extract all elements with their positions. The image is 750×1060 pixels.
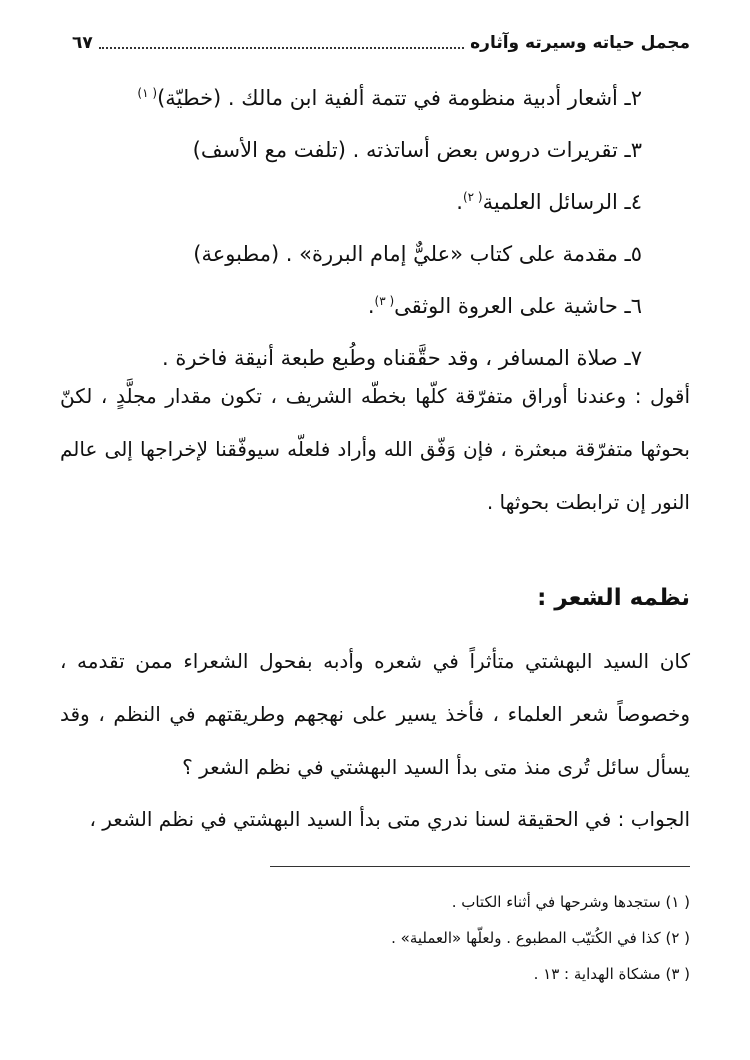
item-text: ـ مقدمة على كتاب «عليٌّ إمام البررة» . (مطبوعة) — [193, 242, 631, 266]
item-text: ـ تقريرات دروس بعض أساتذته . (تلفت مع الأسف) — [192, 138, 631, 162]
list-item — [60, 124, 642, 176]
leader-dots — [99, 37, 464, 49]
footnote: ( ٣) مشكاة الهداية : ١٣ . — [533, 965, 690, 983]
list-item — [60, 280, 642, 332]
item-number: ٤ — [630, 190, 642, 214]
item-number: ٦ — [630, 294, 642, 318]
item-number: ٧ — [630, 346, 642, 370]
list-item — [60, 228, 642, 280]
item-number: ٥ — [630, 242, 642, 266]
page-number: ٦٧ — [72, 33, 93, 53]
item-text: ـ صلاة المسافر ، وقد حقَّقناه وطُبع طبعة أنيقة فاخرة . — [161, 346, 631, 370]
paragraph-answer: الجواب : في الحقيقة لسنا ندري متى بدأ السيد البهشتي في نظم الشعر ، — [89, 807, 690, 831]
item-number: ٢ — [630, 86, 642, 110]
footnote: ( ٢) كذا في الكُتيّب المطبوع . ولعلّها «العملية» . — [391, 929, 690, 947]
running-title: مجمل حياته وسيرته وآثاره — [470, 33, 690, 53]
footnote-divider — [270, 866, 690, 867]
footnote-ref: ( ١) — [137, 86, 158, 100]
section-heading: نظمه الشعر : — [537, 585, 690, 611]
item-text: ـ الرسائل العلمية — [482, 190, 631, 214]
list-item — [60, 72, 642, 124]
running-header — [72, 30, 690, 56]
footnotes — [60, 884, 690, 992]
footnote-ref: ( ٣) — [374, 294, 395, 308]
paragraph-remark: أقول : وعندنا أوراق متفرّقة كلّها بخطّه الشريف ، تكون مقدار مجلَّدٍ ، لكنّ بحوثها متفرّقة مبعثرة ، فإن وَفّق الله وأراد فلعلّه سيوفّقنا لإخراجها إلى عالم النور إن ترابطت بحوثها . — [60, 384, 690, 514]
item-end: . — [367, 294, 375, 318]
item-text: ـ حاشية على العروة الوثقى — [394, 294, 631, 318]
works-list — [60, 72, 642, 384]
footnote: ( ١) ستجدها وشرحها في أثناء الكتاب . — [451, 893, 690, 911]
item-number: ٣ — [630, 138, 642, 162]
item-text: ـ أشعار أدبية منظومة في تتمة ألفية ابن مالك . (خطيّة) — [157, 86, 631, 110]
list-item — [60, 176, 642, 228]
item-end: . — [456, 190, 463, 214]
paragraph-poetry-intro: كان السيد البهشتي متأثراً في شعره وأدبه بفحول الشعراء ممن تقدمه ، وخصوصاً شعر العلماء ، فأخذ يسير على نهجهم وطريقتهم في النظم ، وقد يسأل سائل تُرى منذ متى بدأ السيد البهشتي في نظم الشعر ؟ — [60, 649, 690, 779]
footnote-ref: ( ٢) — [462, 190, 483, 204]
